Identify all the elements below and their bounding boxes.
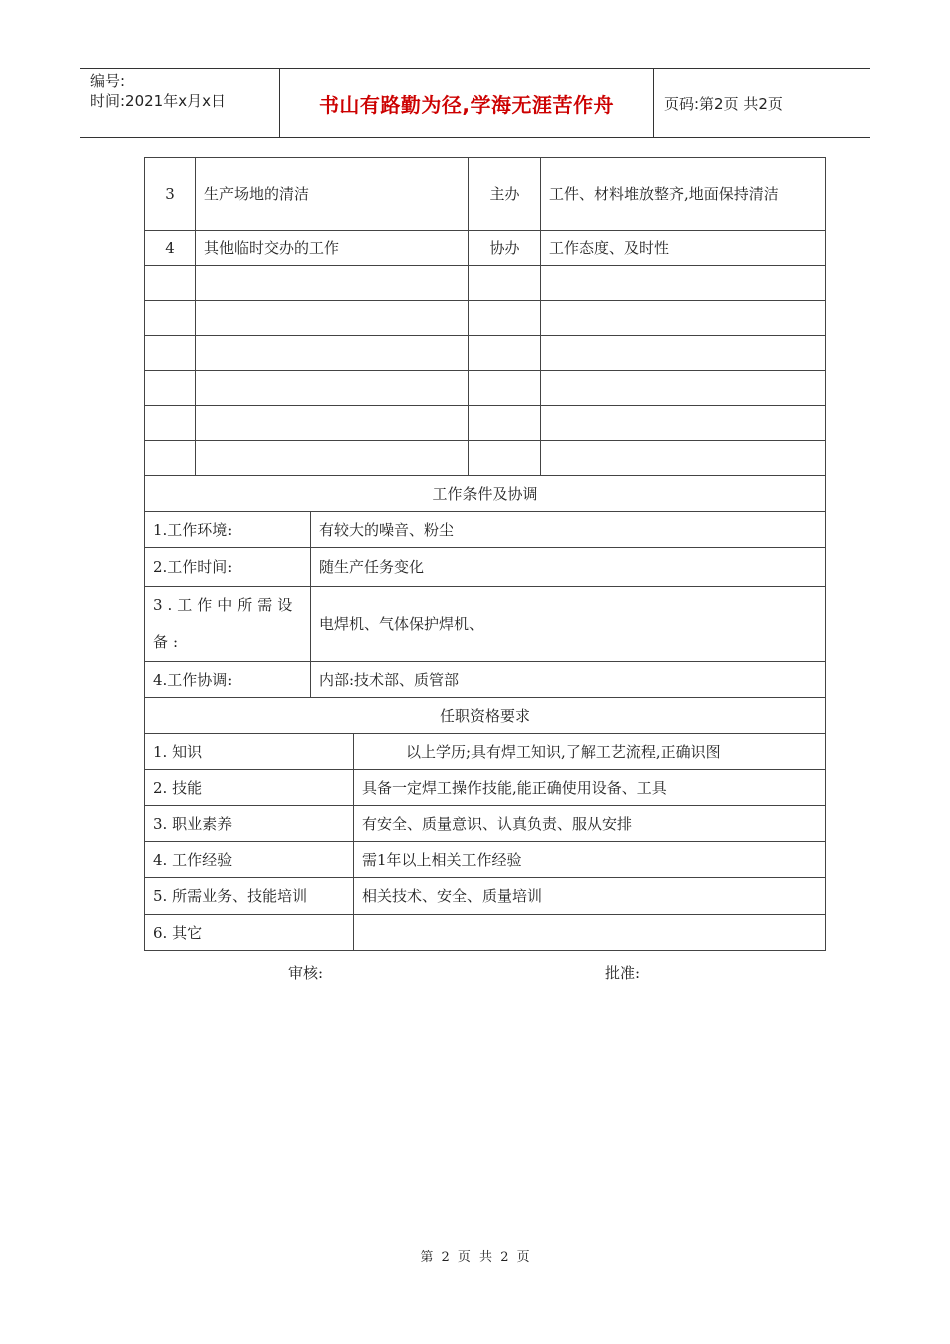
qualification-label: 4. 工作经验 — [145, 842, 354, 878]
qualification-label: 3. 职业素养 — [145, 806, 354, 842]
duty-item: 其他临时交办的工作 — [196, 231, 469, 266]
duty-no: 3 — [145, 158, 196, 231]
table-row — [145, 734, 826, 770]
qualification-value: 以上学历;具有焊工知识,了解工艺流程,正确识图 — [354, 734, 826, 770]
condition-label: 1.工作环境: — [145, 512, 311, 548]
table-row — [145, 806, 826, 842]
conditions-title: 工作条件及协调 — [145, 476, 826, 512]
condition-label: 3.工作中所需设备: — [145, 587, 311, 662]
empty-row — [145, 406, 826, 441]
duty-standard: 工作态度、及时性 — [541, 231, 826, 266]
time-label: 时间:2021年x月x日 — [90, 92, 226, 110]
empty-row — [145, 441, 826, 476]
condition-value: 电焊机、气体保护焊机、 — [311, 587, 826, 662]
qualification-label: 6. 其它 — [145, 915, 354, 951]
approve-label: 批准: — [605, 964, 641, 982]
review-label: 审核: — [288, 964, 324, 982]
table-row — [145, 915, 826, 951]
table-row — [145, 878, 826, 915]
empty-row — [145, 301, 826, 336]
table-row — [145, 512, 826, 548]
table-row — [145, 587, 826, 662]
section-header — [145, 698, 826, 734]
header-page-label: 页码:第2页 共2页 — [664, 94, 783, 113]
condition-value: 随生产任务变化 — [311, 548, 826, 587]
section-header — [145, 476, 826, 512]
conditions-table — [144, 475, 826, 698]
empty-row — [145, 336, 826, 371]
qualification-label: 5. 所需业务、技能培训 — [145, 878, 354, 915]
serial-label: 编号: — [90, 72, 126, 90]
table-row — [145, 231, 826, 266]
duty-role: 协办 — [469, 231, 541, 266]
page-header — [80, 68, 870, 138]
condition-value: 内部:技术部、质管部 — [311, 662, 826, 698]
table-row — [145, 662, 826, 698]
condition-value: 有较大的噪音、粉尘 — [311, 512, 826, 548]
table-row — [145, 548, 826, 587]
table-row — [145, 158, 826, 231]
job-description-form — [144, 157, 825, 951]
empty-row — [145, 266, 826, 301]
qualification-value: 有安全、质量意识、认真负责、服从安排 — [354, 806, 826, 842]
empty-row — [145, 371, 826, 406]
qualifications-title: 任职资格要求 — [145, 698, 826, 734]
duty-role: 主办 — [469, 158, 541, 231]
qualifications-table — [144, 697, 826, 951]
qualification-value: 具备一定焊工操作技能,能正确使用设备、工具 — [354, 770, 826, 806]
header-meta — [80, 69, 280, 137]
condition-label: 4.工作协调: — [145, 662, 311, 698]
qualification-label: 1. 知识 — [145, 734, 354, 770]
qualification-value: 相关技术、安全、质量培训 — [354, 878, 826, 915]
qualification-label: 2. 技能 — [145, 770, 354, 806]
condition-label: 2.工作时间: — [145, 548, 311, 587]
table-row — [145, 842, 826, 878]
qualification-value — [354, 915, 826, 951]
header-motto: 书山有路勤为径,学海无涯苦作舟 — [280, 69, 654, 137]
qualification-value: 需1年以上相关工作经验 — [354, 842, 826, 878]
duty-standard: 工件、材料堆放整齐,地面保持清洁 — [541, 158, 826, 231]
duty-item: 生产场地的清洁 — [196, 158, 469, 231]
duty-no: 4 — [145, 231, 196, 266]
table-row — [145, 770, 826, 806]
duties-table — [144, 157, 826, 476]
page-footer: 第 2 页 共 2 页 — [420, 1250, 530, 1265]
